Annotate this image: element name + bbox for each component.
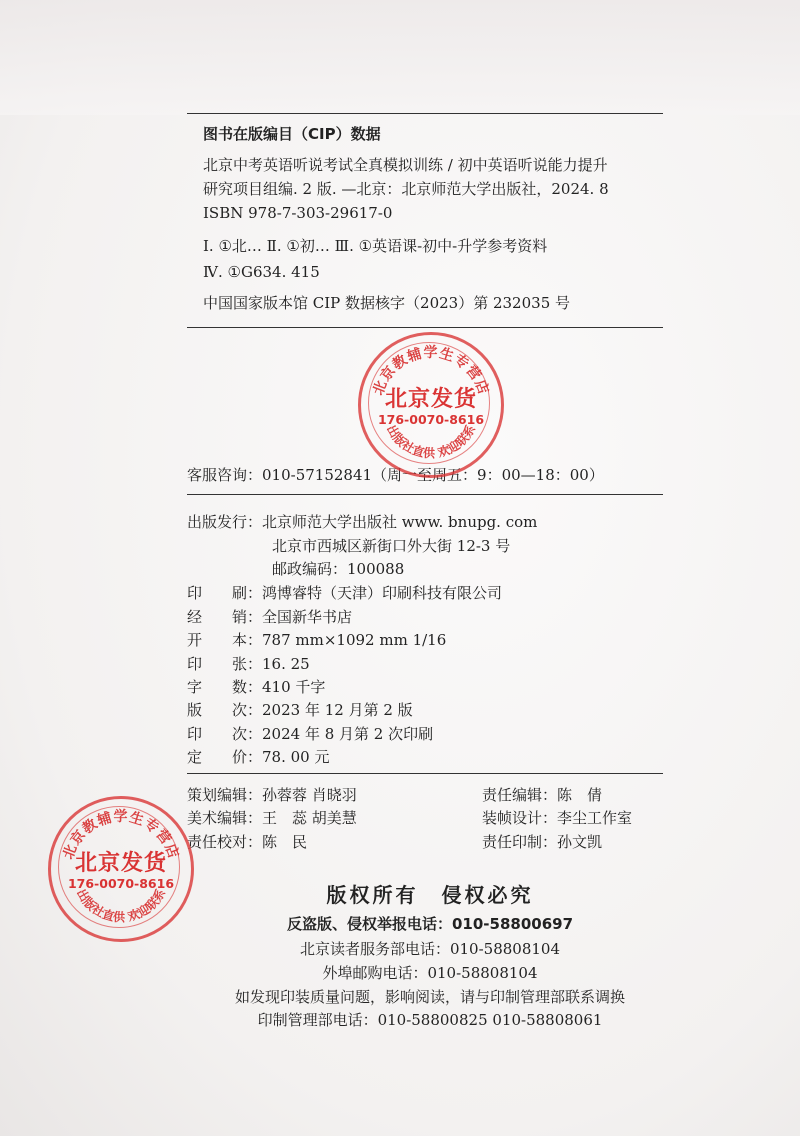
stamp-main-text: 北京发货	[74, 851, 167, 876]
stamp-ring-label: 北京教辅学生专营店	[370, 345, 492, 398]
info-row-words	[187, 677, 325, 697]
publisher-label: 出版发行：	[187, 513, 263, 531]
mail-order-phone: 外埠邮购电话：010-58808104	[322, 964, 538, 982]
cip-verify-number: 中国国家版本馆 CIP 数据核字（2023）第 232035 号	[203, 294, 571, 312]
info-label: 字 数：	[187, 678, 263, 696]
credit-value: 陈 倩	[557, 786, 603, 804]
credit-responsible-editor	[482, 785, 602, 805]
info-row-edition	[187, 700, 413, 720]
cip-isbn: ISBN 978-7-303-29617-0	[203, 204, 393, 222]
info-row-printing	[187, 724, 433, 744]
piracy-hotline: 反盗版、侵权举报电话：010-58800697	[286, 915, 574, 933]
credit-value: 李尘工作室	[557, 809, 633, 827]
copyright-title: 版权所有 侵权必究	[326, 883, 534, 907]
publisher-address: 北京市西城区新街口外大街 12-3 号	[272, 537, 511, 555]
credit-label: 责任校对：	[187, 833, 263, 851]
credit-value: 孙蓉蓉 肖晓羽	[262, 786, 357, 804]
cip-edition-line: 研究项目组编. 2 版. —北京：北京师范大学出版社，2024. 8	[203, 180, 609, 198]
info-label: 定 价：	[187, 748, 263, 766]
stamp-main-text: 北京发货	[384, 387, 477, 412]
credit-print-manager	[482, 832, 602, 852]
publisher-postcode: 邮政编码：100088	[272, 560, 405, 578]
publisher-value: 北京师范大学出版社 www. bnupg. com	[262, 513, 538, 531]
info-row-print	[187, 583, 502, 603]
credit-binding-design	[482, 808, 632, 828]
cip-classification-2: Ⅳ. ①G634. 415	[203, 263, 320, 281]
stamp-phone: 176-0070-8616	[67, 876, 175, 891]
credits-rule	[187, 773, 663, 774]
info-value: 全国新华书店	[262, 608, 353, 626]
credit-proofreader	[187, 832, 307, 852]
info-row-price	[187, 747, 330, 767]
seller-stamp	[358, 332, 504, 478]
info-label: 版 次：	[187, 701, 263, 719]
info-label: 经 销：	[187, 608, 263, 626]
info-value: 鸿博睿特（天津）印刷科技有限公司	[262, 584, 503, 602]
info-row-sheets	[187, 654, 310, 674]
stamp-bottom-label: 出版社直供 欢迎联系	[383, 422, 479, 461]
info-value: 2024 年 8 月第 2 次印刷	[262, 725, 434, 743]
info-label: 印 次：	[187, 725, 263, 743]
credit-label: 策划编辑：	[187, 786, 263, 804]
credit-value: 王 蕊 胡美慧	[262, 809, 357, 827]
cip-title-line: 北京中考英语听说考试全真模拟训练 / 初中英语听说能力提升	[203, 156, 608, 174]
cip-top-rule	[187, 113, 663, 114]
stamp-phone: 176-0070-8616	[377, 412, 485, 427]
info-value: 787 mm×1092 mm 1/16	[262, 631, 447, 649]
stamp-bottom-label: 出版社直供 欢迎联系	[73, 886, 169, 925]
credit-art-editor	[187, 808, 357, 828]
svg-text:出版社直供 欢迎联系	[74, 886, 168, 924]
svg-text:出版社直供 欢迎联系	[384, 422, 478, 460]
credit-value: 孙文凯	[557, 833, 603, 851]
service-hotline: 客服咨询：010-57152841（周一至周五：9：00—18：00）	[187, 466, 604, 484]
info-label: 开 本：	[187, 631, 263, 649]
credit-label: 美术编辑：	[187, 809, 263, 827]
seller-stamp	[48, 796, 194, 942]
credit-label: 责任印制：	[482, 833, 558, 851]
cip-classification-1: Ⅰ. ①北… Ⅱ. ①初… Ⅲ. ①英语课-初中-升学参考资料	[203, 237, 548, 255]
service-rule	[187, 494, 663, 495]
cip-bottom-rule	[187, 327, 663, 328]
info-value: 16. 25	[262, 655, 310, 673]
cip-heading: 图书在版编目（CIP）数据	[203, 125, 381, 143]
info-value: 2023 年 12 月第 2 版	[262, 701, 413, 719]
reader-service-phone: 北京读者服务部电话：010-58808104	[299, 940, 561, 958]
credit-label: 装帧设计：	[482, 809, 558, 827]
info-row-distribute	[187, 607, 352, 627]
publisher-row	[187, 512, 537, 532]
scan-shadow	[0, 0, 800, 115]
info-row-format	[187, 630, 446, 650]
credit-value: 陈 民	[262, 833, 308, 851]
credit-label: 责任编辑：	[482, 786, 558, 804]
info-value: 78. 00 元	[262, 748, 330, 766]
credit-planning-editor	[187, 785, 357, 805]
quality-notice: 如发现印装质量问题，影响阅读，请与印制管理部联系调换	[234, 988, 625, 1006]
info-label: 印 刷：	[187, 584, 263, 602]
info-value: 410 千字	[262, 678, 326, 696]
stamp-ring-label: 北京教辅学生专营店	[60, 809, 182, 862]
print-dept-phone: 印制管理部电话：010-58800825 010-58808061	[257, 1011, 603, 1029]
info-label: 印 张：	[187, 655, 263, 673]
